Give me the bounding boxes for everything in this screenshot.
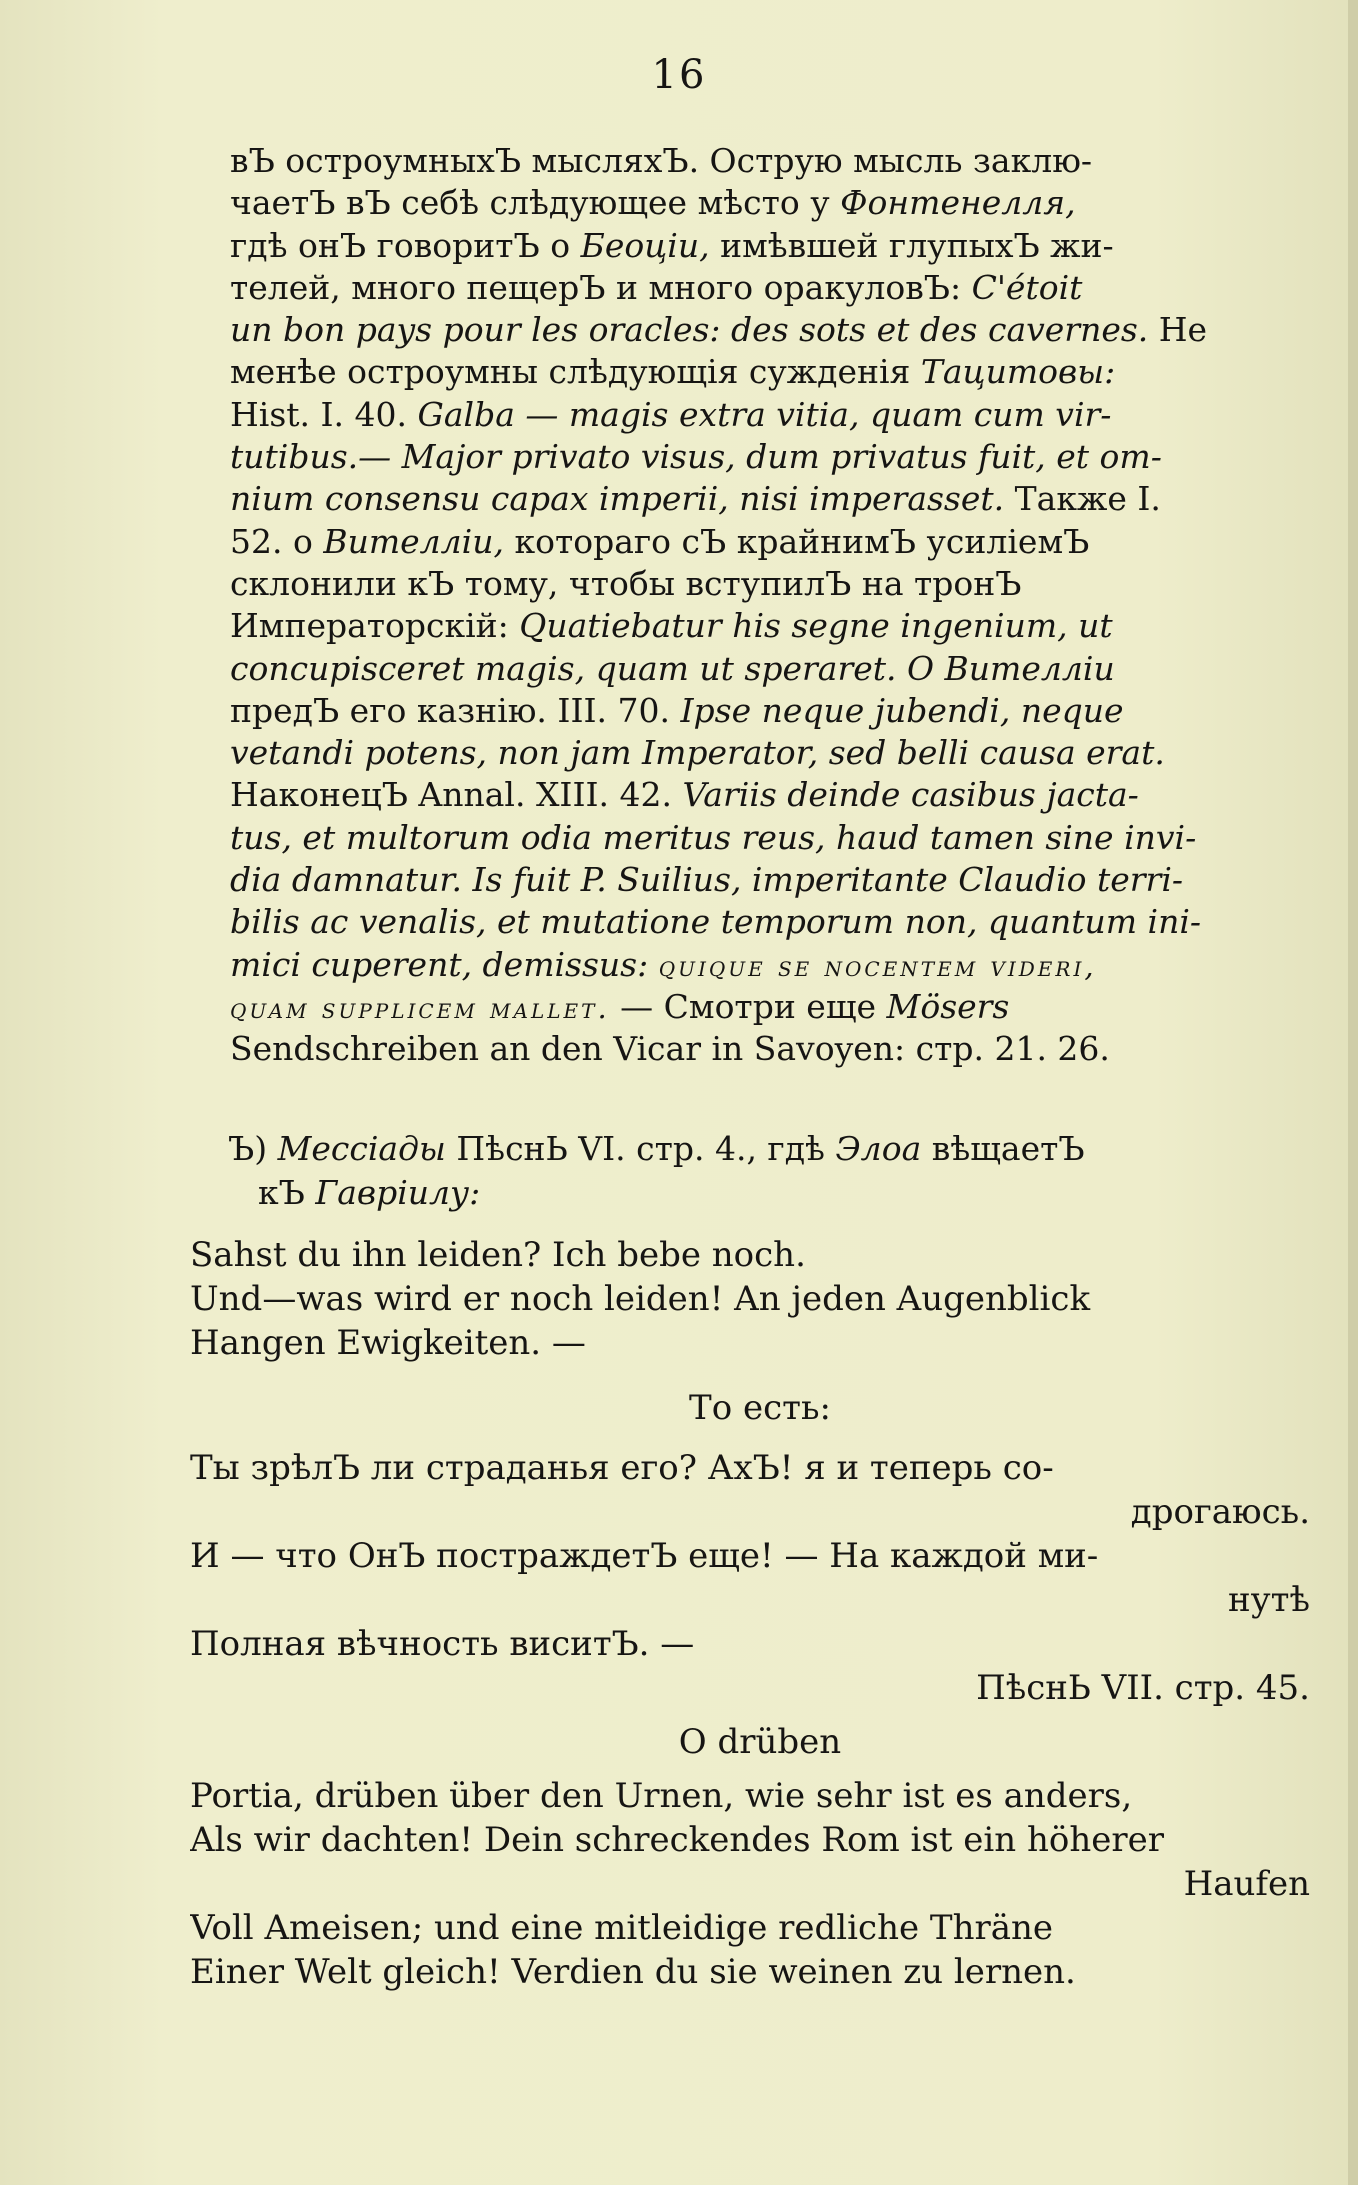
text-run: кЪ (258, 1173, 316, 1212)
text-line (230, 394, 1335, 436)
quoted-german-verse (190, 1233, 1330, 1365)
text-run: bilis ac venalis, et mutatione temporum non, quantum ini- (230, 902, 1202, 942)
second-heading (190, 1720, 1330, 1764)
text-run: Беоціи, (580, 225, 710, 265)
page-number: 16 (651, 52, 707, 98)
text-run: Quatiebatur his segne ingenium, ut (519, 606, 1113, 646)
text-line (230, 309, 1335, 351)
text-run: concupisceret magis, quam ut speraret. O (230, 648, 945, 688)
text-run: quam supplicem mallet. (230, 990, 610, 1025)
verse-line: ПѣснЬ VII. стр. 45. (976, 1668, 1310, 1708)
verse-line: Einer Welt gleich! Verdien du sie weinen zu lernen. (190, 1952, 1076, 1992)
text-line (230, 605, 1335, 647)
text-run: ПѣснЬ VI. стр. 4., гдѣ (445, 1129, 836, 1168)
russian-translation (190, 1446, 1330, 1710)
text-run: Не (1148, 310, 1208, 350)
text-run: Гавріилу: (315, 1173, 481, 1212)
text-line (230, 436, 1335, 478)
text-run: Также I. (1004, 479, 1161, 519)
footnote (228, 1127, 1338, 1215)
verse-line: Und—was wird er noch leiden! An jeden Augenblick (190, 1279, 1091, 1319)
text-run: гдѣ онЪ говоритЪ о (230, 225, 581, 265)
text-run: dia damnatur. Is fuit P. Suilius, imperitante Claudio terri- (230, 860, 1184, 900)
verse-line: Полная вѣчность виситЪ. — (190, 1624, 695, 1664)
text-run: менѣе остроумны слѣдующія сужденія (230, 352, 921, 392)
text-run: Sendschreiben an den Vicar in Savoyen: стр. 21. 26. (230, 1029, 1110, 1069)
text-line (230, 140, 1335, 182)
text-run: tus, et multorum odia meritus reus, haud tamen sine invi- (230, 817, 1197, 857)
text-line (230, 732, 1335, 774)
text-run: Ipse neque jubendi, neque (680, 690, 1124, 730)
verse-line: И — что ОнЪ пострaждетЪ еще! — На каждой ми- (190, 1536, 1099, 1576)
text-line (230, 648, 1335, 690)
o-druben-heading: O drüben (678, 1722, 842, 1762)
text-line (230, 267, 1335, 309)
verse-line: Hangen Ewigkeiten. — (190, 1323, 586, 1363)
text-run: имѣвшей глупыхЪ жи- (709, 225, 1114, 265)
verse-line: Ты зрѣлЪ ли страданья его? АхЪ! я и теперь со- (190, 1448, 1054, 1488)
text-line (230, 901, 1335, 943)
text-run: склонили кЪ тому, чтобы вступилЪ на тронЪ (230, 563, 1022, 603)
text-line (230, 225, 1335, 267)
text-run: Galba — magis extra vitia, quam cum vir- (417, 394, 1112, 434)
text-line (230, 563, 1335, 605)
text-run: котораго сЪ крайнимЪ усиліемЪ (503, 521, 1090, 561)
text-line (230, 690, 1335, 732)
verse-line: Sahst du ihn leiden? Ich bebe noch. (190, 1235, 806, 1275)
text-line (230, 521, 1335, 563)
text-run: Hist. I. 40. (230, 394, 418, 434)
text-run: — Смотри еще (609, 986, 887, 1026)
text-run: Вителліи, (323, 521, 504, 561)
verse-line: Als wir dachten! Dein schreckendes Rom ist ein höherer (190, 1820, 1164, 1860)
text-run: НаконецЪ Annal. XIII. 42. (230, 775, 683, 815)
second-german-verse (190, 1774, 1330, 1994)
text-run: 52. о (230, 521, 324, 561)
verse-line: нутѣ (1228, 1580, 1310, 1620)
text-run: tutibus.— Major privato visus, dum privatus fuit, et om- (230, 437, 1162, 477)
text-run: вѣщаетЪ (921, 1129, 1085, 1168)
translation-heading (190, 1386, 1330, 1430)
text-run: vetandi potens, non jam Imperator, sed belli causa erat. (230, 733, 1165, 773)
verse-line: Voll Ameisen; und eine mitleidige redliche Thräne (190, 1908, 1054, 1948)
verse-line: Haufen (1183, 1864, 1310, 1904)
text-run: quique se nocentem videri, (658, 948, 1097, 983)
verse-line: дрогаюсь. (1130, 1492, 1310, 1532)
text-line (230, 351, 1335, 393)
text-run: Тацитовы: (920, 352, 1116, 392)
text-line (230, 859, 1335, 901)
text-run: mici cuperent, demissus: (230, 944, 659, 984)
text-line (228, 1127, 1338, 1171)
text-run: Вителліи (944, 648, 1115, 688)
main-text (230, 140, 1335, 1071)
text-line (228, 1171, 1338, 1215)
text-run: Императорскій: (230, 606, 520, 646)
text-run: nium consensu capax imperii, nisi imperasset. (230, 479, 1005, 519)
verse-line: Portia, drüben über den Urnen, wie sehr ist es anders, (190, 1776, 1133, 1816)
text-line (230, 774, 1335, 816)
text-line (230, 182, 1335, 224)
text-line (230, 986, 1335, 1028)
text-run: Фонтенелля, (840, 183, 1076, 223)
text-line (230, 478, 1335, 520)
text-run: чаетЪ вЪ себѣ слѣдующее мѣсто у (230, 183, 841, 223)
text-run: вЪ остроумныхЪ мысляхЪ. Острую мысль заклю- (230, 141, 1093, 180)
text-line (230, 944, 1335, 986)
text-run: Мессіады (277, 1129, 446, 1168)
text-run: un bon pays pour les oracles: des sots et des cavernes. (230, 310, 1149, 350)
text-run: Variis deinde casibus jacta- (682, 775, 1139, 815)
to-est-label: То есть: (689, 1388, 831, 1428)
text-run: C'étoit (971, 267, 1083, 307)
text-run: Ъ) (228, 1129, 278, 1168)
text-line (230, 817, 1335, 859)
text-run: телей, много пещерЪ и много оракуловЪ: (230, 267, 972, 307)
text-run: предЪ его казнію. III. 70. (230, 690, 681, 730)
text-run: Mösers (886, 986, 1010, 1026)
text-line (230, 1028, 1335, 1070)
text-run: Элоа (835, 1129, 922, 1168)
page-edge (1348, 0, 1358, 2185)
